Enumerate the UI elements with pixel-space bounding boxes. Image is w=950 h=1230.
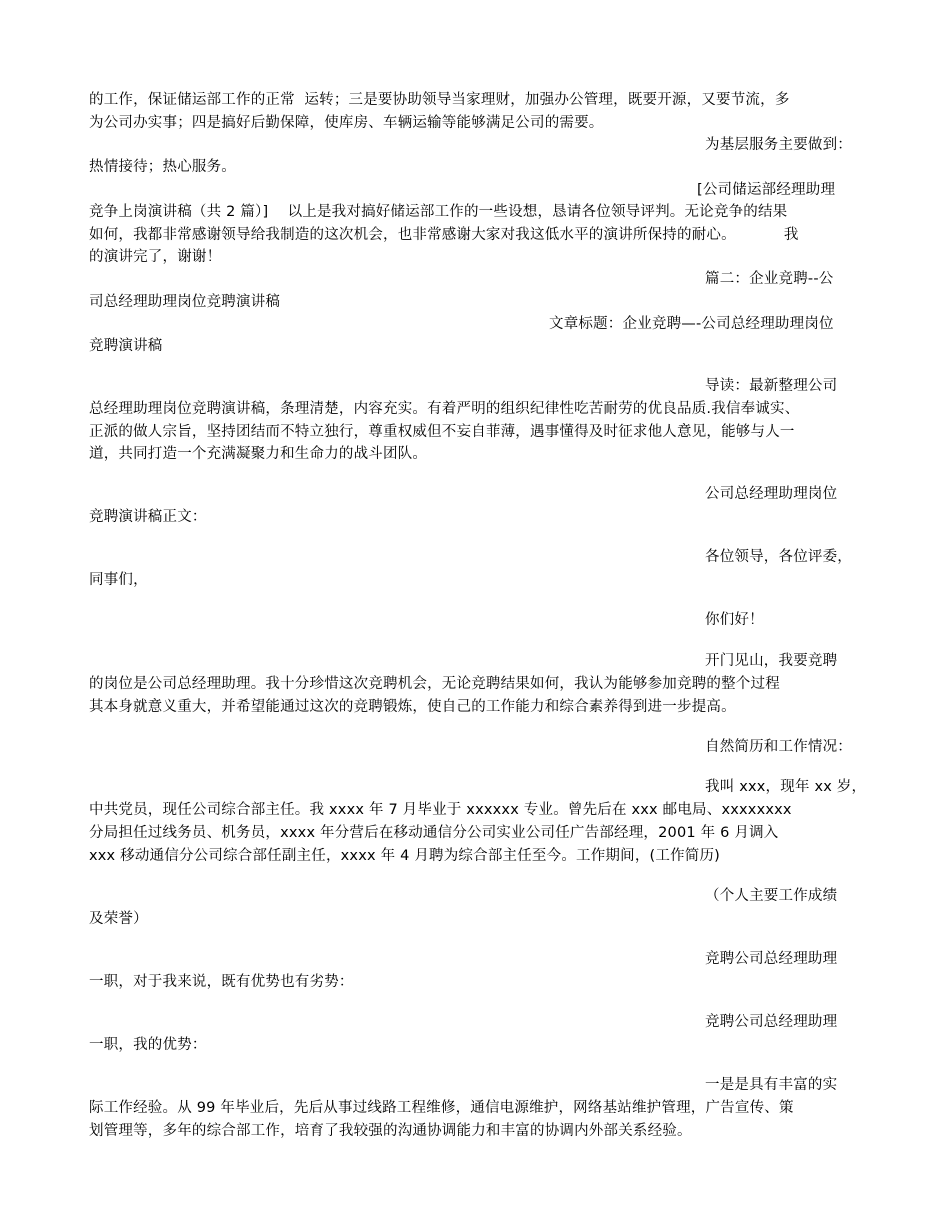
text-line: 一职，对于我来说，既有优势也有劣势：	[89, 974, 354, 990]
text-line: 道，共同打造一个充满凝聚力和生命力的战斗团队。	[89, 446, 428, 462]
text-line: 公司总经理助理岗位	[705, 486, 838, 502]
text-line: 导读：最新整理公司	[705, 378, 838, 394]
text-line: 竞争上岗演讲稿（共 2 篇）] 以上是我对搞好储运部工作的一些设想，恳请各位领导评判。无论竞争的结果	[89, 204, 788, 220]
text-line: 为公司办实事；四是搞好后勤保障，使库房、车辆运输等能够满足公司的需要。	[89, 115, 604, 131]
text-line: 正派的做人宗旨，坚持团结而不特立独行，尊重权威但不妄自菲薄，遇事懂得及时征求他人意见，能够与人一	[89, 424, 795, 440]
text-line: 的岗位是公司总经理助理。我十分珍惜这次竞聘机会，无论竞聘结果如何，我认为能够参加竞聘的整个过程	[89, 676, 780, 692]
section-heading: 篇二：企业竞聘--公	[705, 271, 834, 287]
text-line: 的演讲完了，谢谢！	[89, 249, 222, 265]
text-line: 同事们，	[89, 572, 148, 588]
text-line: （个人主要工作成绩	[705, 888, 838, 904]
text-line: 你们好！	[705, 612, 764, 628]
text-line: 其本身就意义重大，并希望能通过这次的竞聘锻炼，使自己的工作能力和综合素养得到进一步提高。	[89, 699, 736, 715]
text-line: 际工作经验。从 99 年毕业后，先后从事过线路工程维修，通信电源维护，网络基站维护管理，广告宣传、策	[89, 1100, 794, 1116]
text-line: 开门见山，我要竞聘	[705, 653, 838, 669]
text-line: [公司储运部经理助理	[697, 182, 836, 198]
text-line: 分局担任过线务员、机务员，xxxx 年分营后在移动通信分公司实业公司任广告部经理，2001 年 6 月调入	[89, 825, 779, 841]
text-line: xxx 移动通信分公司综合部任副主任，xxxx 年 4 月聘为综合部主任至今。工作期间，(工作简历)	[89, 848, 721, 864]
text-line: 竞聘演讲稿正文：	[89, 509, 207, 525]
text-line: 划管理等，多年的综合部工作，培育了我较强的沟通协调能力和丰富的协调内外部关系经验。	[89, 1123, 692, 1139]
text-line: 自然简历和工作情况：	[705, 739, 852, 755]
text-line: 一是是具有丰富的实	[705, 1077, 838, 1093]
text-line: 竞聘公司总经理助理	[705, 1014, 838, 1030]
article-title-cont: 竞聘演讲稿	[89, 338, 163, 354]
text-line: 热情接待；热心服务。	[89, 159, 236, 175]
text-line: 及荣誉）	[89, 911, 148, 927]
text-line: 如何，我都非常感谢领导给我制造的这次机会，也非常感谢大家对我这低水平的演讲所保持的耐心。 我	[89, 227, 799, 243]
text-line: 我叫 xxx，现年 xx 岁，	[705, 779, 867, 795]
text-line: 为基层服务主要做到：	[705, 137, 852, 153]
text-line: 各位领导，各位评委，	[705, 549, 852, 565]
text-line: 的工作，保证储运部工作的正常 运转；三是要协助领导当家理财，加强办公管理，既要开源，又要节流，多	[89, 92, 790, 108]
text-line: 竞聘公司总经理助理	[705, 951, 838, 967]
article-title: 文章标题：企业竞聘—-公司总经理助理岗位	[549, 316, 834, 332]
text-line: 一职，我的优势：	[89, 1037, 207, 1053]
section-heading-cont: 司总经理助理岗位竞聘演讲稿	[89, 294, 281, 310]
text-line: 中共党员，现任公司综合部主任。我 xxxx 年 7 月毕业于 xxxxxx 专业。曾先后在 xxx 邮电局、xxxxxxxx	[89, 802, 792, 818]
text-line: 总经理助理岗位竞聘演讲稿，条理清楚，内容充实。有着严明的组织纪律性吃苦耐劳的优良品质.我信奉诚实、	[89, 401, 800, 417]
